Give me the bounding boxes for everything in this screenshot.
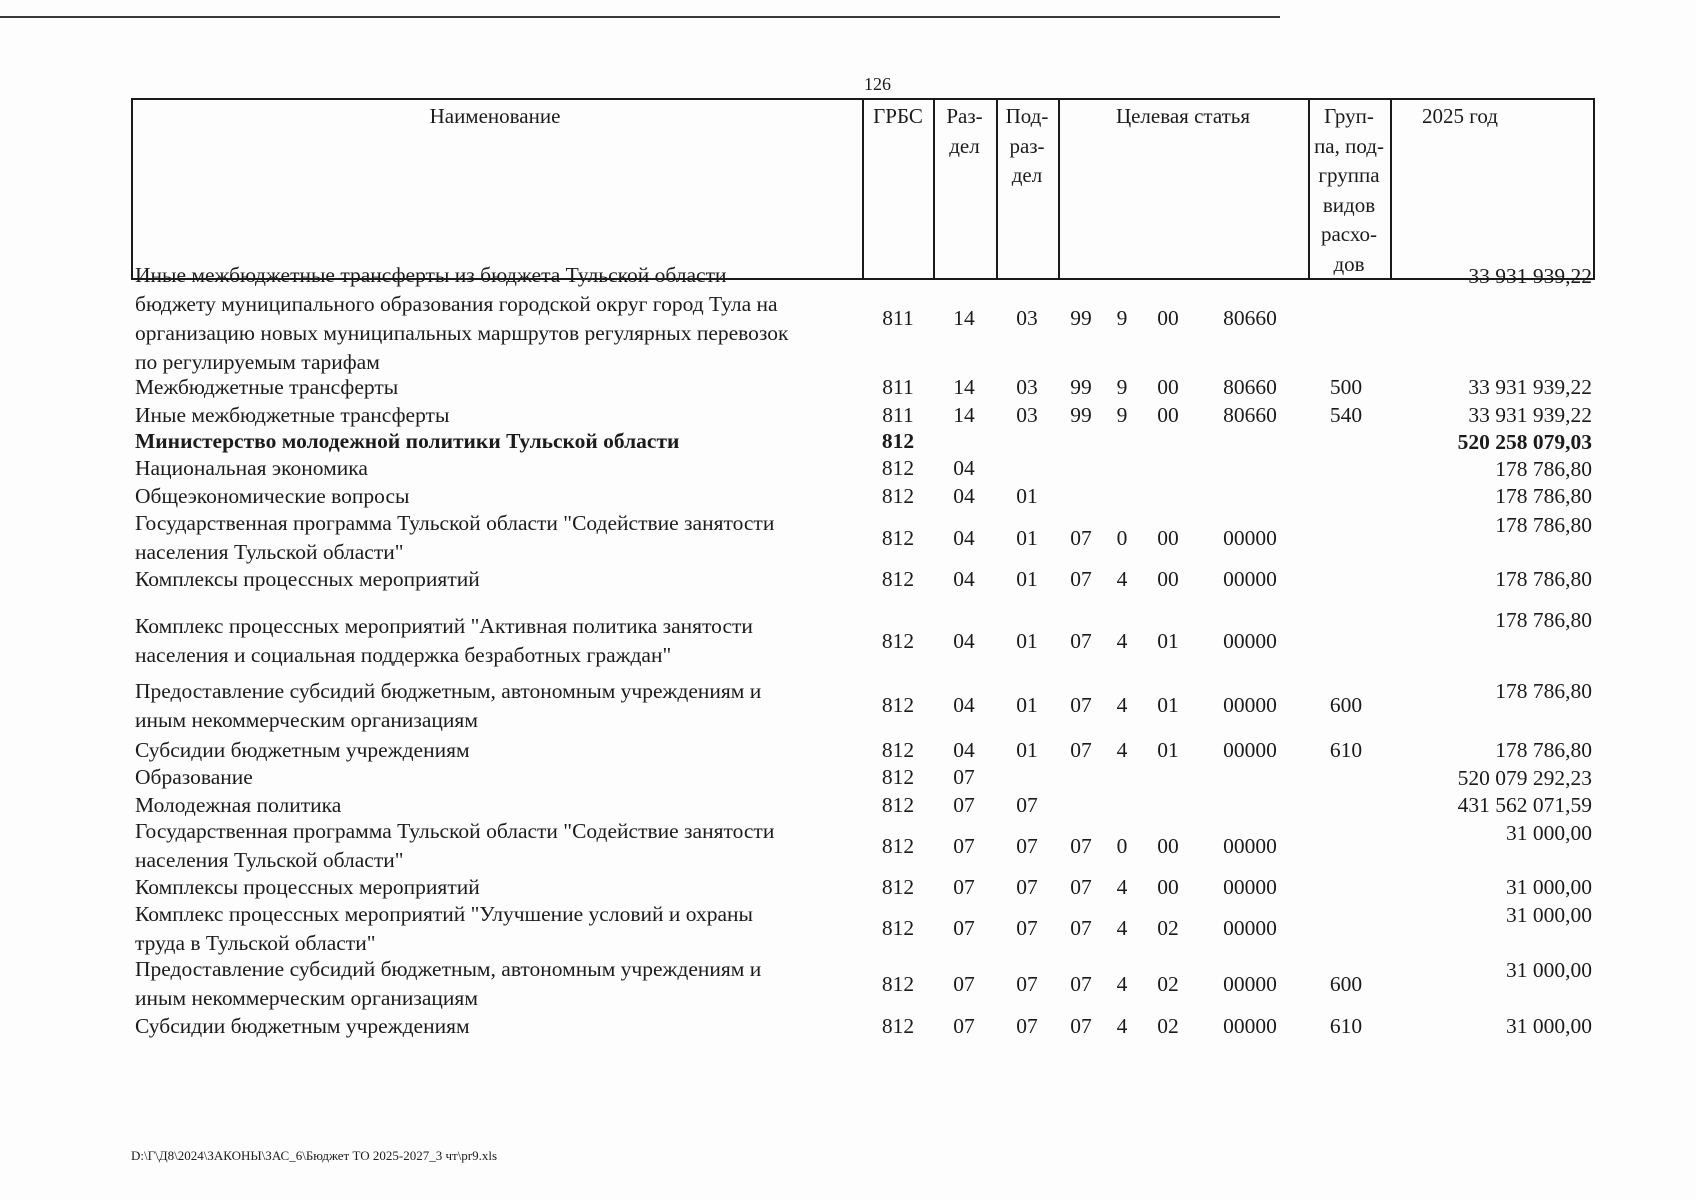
cell-cs1: 99 xyxy=(1070,374,1092,399)
row-name-line: иным некоммерческим организациям xyxy=(135,707,478,732)
cell-cs2: 4 xyxy=(1116,916,1128,940)
cell-group: 610 xyxy=(1329,737,1363,762)
cell-grbs: 812 xyxy=(881,567,915,591)
cell-group xyxy=(1305,791,1387,819)
cell-cs2: 9 xyxy=(1116,402,1128,427)
row-name-line: Комплексы процессных мероприятий xyxy=(135,874,480,899)
cell-cs3: 01 xyxy=(1157,737,1179,762)
cell-amount: 178 786,80 xyxy=(1495,513,1592,537)
cell-cs2 xyxy=(1104,764,1140,791)
cell-grbs: 812 xyxy=(881,484,915,508)
cell-razdel xyxy=(933,428,995,455)
cell-group xyxy=(1305,565,1387,594)
row-name-line: Государственная программа Тульской области "Содействие занятости xyxy=(135,819,775,843)
cell-cs3 xyxy=(1140,764,1196,791)
cell-cs1: 07 xyxy=(1070,916,1092,940)
cell-amount: 178 786,80 xyxy=(1495,567,1592,591)
cell-cs4 xyxy=(1200,428,1300,455)
cell-grbs: 811 xyxy=(882,374,914,399)
cell-cs1 xyxy=(1058,482,1104,511)
table-row xyxy=(0,791,1696,819)
table-row xyxy=(0,736,1696,764)
row-name-line: по регулируемым тарифам xyxy=(135,349,380,374)
row-name xyxy=(135,819,855,873)
row-name xyxy=(135,956,855,1012)
header-podrazdel xyxy=(996,102,1058,191)
table-row xyxy=(0,819,1696,873)
header-group-line: видов xyxy=(1322,192,1376,217)
cell-cs1: 07 xyxy=(1070,971,1092,996)
cell-cs3: 02 xyxy=(1157,971,1179,996)
row-name-line: иным некоммерческим организациям xyxy=(135,986,478,1010)
table-row xyxy=(0,455,1696,482)
cell-grbs: 812 xyxy=(881,628,915,653)
row-name xyxy=(135,401,855,429)
cell-cs1: 07 xyxy=(1070,833,1092,858)
cell-cs4: 00000 xyxy=(1223,737,1277,762)
cell-grbs: 811 xyxy=(882,306,914,330)
cell-cs3: 00 xyxy=(1157,402,1179,427)
cell-cs4 xyxy=(1200,455,1300,482)
cell-group xyxy=(1305,873,1387,901)
cell-amount: 33 931 939,22 xyxy=(1468,264,1592,288)
cell-grbs: 811 xyxy=(882,402,914,427)
cell-grbs: 812 xyxy=(881,737,915,762)
cell-razdel: 07 xyxy=(953,792,975,817)
cell-grbs: 812 xyxy=(881,765,915,789)
row-name-line: Предоставление субсидий бюджетным, автономным учреждениям и xyxy=(135,957,762,981)
cell-group: 610 xyxy=(1329,1013,1363,1038)
header-group-line: па, под- xyxy=(1314,133,1384,158)
cell-amount: 431 562 071,59 xyxy=(1457,793,1592,817)
cell-podrazdel: 03 xyxy=(1016,374,1038,399)
header-razdel-line: Раз- xyxy=(946,104,983,128)
cell-podrazdel: 01 xyxy=(1016,737,1038,762)
cell-razdel: 14 xyxy=(953,402,975,427)
cell-cs3: 00 xyxy=(1157,833,1179,858)
cell-group xyxy=(1305,606,1387,676)
cell-cs1 xyxy=(1058,791,1104,819)
cell-group xyxy=(1305,262,1387,375)
cell-amount: 33 931 939,22 xyxy=(1468,375,1592,399)
header-razdel xyxy=(933,102,996,161)
cell-podrazdel: 07 xyxy=(1016,874,1038,899)
cell-cs1 xyxy=(1058,455,1104,482)
row-name xyxy=(135,1012,855,1040)
cell-cs4: 80660 xyxy=(1223,374,1277,399)
table-row xyxy=(0,606,1696,676)
cell-razdel: 04 xyxy=(953,567,975,591)
cell-podrazdel: 01 xyxy=(1016,693,1038,717)
cell-amount: 31 000,00 xyxy=(1506,1014,1592,1038)
cell-podrazdel xyxy=(996,428,1058,455)
cell-cs2 xyxy=(1104,482,1140,511)
row-name-line: населения Тульской области" xyxy=(135,848,404,872)
header-name xyxy=(135,102,855,132)
table-row xyxy=(0,901,1696,956)
cell-group xyxy=(1305,764,1387,791)
cell-cs3 xyxy=(1140,455,1196,482)
cell-grbs: 812 xyxy=(881,1013,915,1038)
cell-cs1 xyxy=(1058,428,1104,455)
table-row xyxy=(0,764,1696,791)
cell-amount: 31 000,00 xyxy=(1506,821,1592,845)
cell-cs1: 07 xyxy=(1070,737,1092,762)
cell-cs1: 99 xyxy=(1070,306,1092,330)
cell-amount: 31 000,00 xyxy=(1506,903,1592,927)
row-name-line: Иные межбюджетные трансферты xyxy=(135,402,450,427)
cell-razdel: 07 xyxy=(953,833,975,858)
row-name-line: организацию новых муниципальных маршрутов регулярных перевозок xyxy=(135,320,789,345)
cell-cs1: 07 xyxy=(1070,525,1092,550)
cell-cs3: 00 xyxy=(1157,874,1179,899)
row-name xyxy=(135,873,855,901)
row-name-line: Образование xyxy=(135,765,253,789)
row-name-line: Комплекс процессных мероприятий "Активная политика занятости xyxy=(135,614,753,638)
cell-cs3: 02 xyxy=(1157,1013,1179,1038)
table-row xyxy=(0,677,1696,734)
row-name-line: Комплекс процессных мероприятий "Улучшение условий и охраны xyxy=(135,901,753,926)
cell-cs3: 01 xyxy=(1157,693,1179,717)
header-group-line: группа xyxy=(1318,163,1380,187)
cell-group: 600 xyxy=(1329,693,1363,717)
cell-cs2: 0 xyxy=(1116,833,1128,858)
cell-podrazdel: 01 xyxy=(1016,567,1038,591)
cell-grbs: 812 xyxy=(881,874,915,899)
cell-razdel: 07 xyxy=(953,916,975,940)
row-name-line: бюджету муниципального образования городской округ город Тула на xyxy=(135,291,778,316)
table-row xyxy=(0,373,1696,401)
cell-cs4: 80660 xyxy=(1223,306,1277,330)
cell-group: 500 xyxy=(1329,374,1363,399)
cell-cs2: 4 xyxy=(1116,693,1128,717)
cell-cs2 xyxy=(1104,455,1140,482)
header-group-line: дов xyxy=(1333,251,1365,276)
header-podrazdel-line: дел xyxy=(1011,163,1043,187)
cell-razdel: 04 xyxy=(953,737,975,762)
page-number: 126 xyxy=(864,74,891,94)
cell-podrazdel: 07 xyxy=(1016,916,1038,940)
row-name xyxy=(135,482,855,511)
cell-razdel: 07 xyxy=(953,874,975,899)
cell-cs1: 07 xyxy=(1070,1013,1092,1038)
cell-grbs: 812 xyxy=(881,916,915,940)
cell-razdel: 14 xyxy=(953,306,975,330)
cell-razdel: 04 xyxy=(953,525,975,550)
cell-grbs: 812 xyxy=(881,693,915,717)
cell-cs2: 4 xyxy=(1116,567,1128,591)
cell-grbs: 812 xyxy=(881,971,915,996)
cell-podrazdel: 03 xyxy=(1016,402,1038,427)
row-name xyxy=(135,565,855,594)
cell-razdel: 04 xyxy=(953,628,975,653)
cell-cs2: 0 xyxy=(1116,525,1128,550)
table-row xyxy=(0,511,1696,565)
cell-cs1: 07 xyxy=(1070,567,1092,591)
cell-amount: 520 258 079,03 xyxy=(1457,430,1592,454)
cell-podrazdel xyxy=(996,764,1058,791)
cell-cs1 xyxy=(1058,764,1104,791)
cell-cs1: 99 xyxy=(1070,402,1092,427)
row-name xyxy=(135,455,855,482)
row-name-line: Национальная экономика xyxy=(135,456,368,480)
cell-cs2: 9 xyxy=(1116,374,1128,399)
row-name xyxy=(135,736,855,764)
table-row xyxy=(0,1012,1696,1040)
cell-amount: 520 079 292,23 xyxy=(1457,766,1592,790)
cell-cs3: 01 xyxy=(1157,628,1179,653)
cell-grbs: 812 xyxy=(881,456,915,480)
cell-cs4 xyxy=(1200,764,1300,791)
row-name-line: населения и социальная поддержка безработных граждан" xyxy=(135,643,672,667)
cell-cs4: 00000 xyxy=(1223,833,1277,858)
cell-group: 600 xyxy=(1329,971,1363,996)
table-row xyxy=(0,873,1696,901)
table-row xyxy=(0,565,1696,594)
cell-podrazdel: 01 xyxy=(1016,484,1038,508)
row-name xyxy=(135,677,855,734)
row-name xyxy=(135,262,855,375)
cell-cs4: 00000 xyxy=(1223,693,1277,717)
header-grbs xyxy=(862,102,934,132)
cell-razdel: 07 xyxy=(953,971,975,996)
row-name-line: Предоставление субсидий бюджетным, автономным учреждениям и xyxy=(135,678,762,703)
cell-grbs: 812 xyxy=(881,429,915,453)
cell-group xyxy=(1305,511,1387,565)
cell-cs4: 00000 xyxy=(1223,874,1277,899)
row-name-line: Комплексы процессных мероприятий xyxy=(135,567,480,591)
cell-cs4: 00000 xyxy=(1223,628,1277,653)
row-name-line: Иные межбюджетные трансферты из бюджета Тульской области xyxy=(135,262,727,287)
header-target xyxy=(1058,102,1308,132)
cell-cs4 xyxy=(1200,482,1300,511)
row-name xyxy=(135,428,855,455)
cell-cs2: 4 xyxy=(1116,874,1128,899)
cell-group xyxy=(1305,482,1387,511)
cell-grbs: 812 xyxy=(881,525,915,550)
cell-grbs: 812 xyxy=(881,833,915,858)
cell-group xyxy=(1305,819,1387,873)
cell-cs3 xyxy=(1140,428,1196,455)
header-podrazdel-line: раз- xyxy=(1009,133,1045,158)
header-name-line: Наименование xyxy=(429,104,561,128)
header-group-line: Груп- xyxy=(1324,104,1374,128)
cell-podrazdel: 07 xyxy=(1016,1013,1038,1038)
cell-cs2 xyxy=(1104,428,1140,455)
cell-podrazdel: 01 xyxy=(1016,628,1038,653)
row-name-line: Государственная программа Тульской области "Содействие занятости xyxy=(135,511,775,535)
cell-amount: 33 931 939,22 xyxy=(1468,403,1592,427)
row-name-line: населения Тульской области" xyxy=(135,540,404,564)
cell-group: 540 xyxy=(1329,402,1363,427)
row-name-line: Межбюджетные трансферты xyxy=(135,374,399,399)
cell-cs3: 00 xyxy=(1157,525,1179,550)
cell-cs4: 00000 xyxy=(1223,916,1277,940)
cell-razdel: 07 xyxy=(953,765,975,789)
header-grbs-line: ГРБС xyxy=(873,104,923,128)
cell-cs4: 00000 xyxy=(1223,971,1277,996)
cell-cs2: 4 xyxy=(1116,971,1128,996)
cell-cs1: 07 xyxy=(1070,628,1092,653)
cell-podrazdel: 07 xyxy=(1016,833,1038,858)
table-row xyxy=(0,401,1696,429)
cell-amount: 178 786,80 xyxy=(1495,608,1592,632)
cell-podrazdel xyxy=(996,455,1058,482)
cell-cs1: 07 xyxy=(1070,693,1092,717)
table-row xyxy=(0,262,1696,375)
cell-cs3: 00 xyxy=(1157,567,1179,591)
cell-cs2: 4 xyxy=(1116,737,1128,762)
cell-cs2: 4 xyxy=(1116,628,1128,653)
cell-podrazdel: 07 xyxy=(1016,971,1038,996)
cell-cs3: 00 xyxy=(1157,306,1179,330)
cell-cs2: 9 xyxy=(1116,306,1128,330)
row-name-line: Министерство молодежной политики Тульской области xyxy=(135,429,680,453)
row-name xyxy=(135,606,855,676)
header-target-line: Целевая статья xyxy=(1115,104,1251,128)
cell-cs4: 00000 xyxy=(1223,525,1277,550)
cell-amount: 178 786,80 xyxy=(1495,738,1592,762)
header-podrazdel-line: Под- xyxy=(1005,104,1049,128)
cell-grbs: 812 xyxy=(881,792,915,817)
header-group xyxy=(1308,102,1390,279)
cell-amount: 178 786,80 xyxy=(1495,484,1592,508)
cell-cs3 xyxy=(1140,482,1196,511)
top-rule xyxy=(0,16,1280,18)
cell-amount: 31 000,00 xyxy=(1506,875,1592,899)
cell-group xyxy=(1305,428,1387,455)
cell-podrazdel: 01 xyxy=(1016,525,1038,550)
cell-cs4: 00000 xyxy=(1223,567,1277,591)
row-name xyxy=(135,764,855,791)
table-row xyxy=(0,428,1696,455)
cell-cs3: 02 xyxy=(1157,916,1179,940)
cell-razdel: 14 xyxy=(953,374,975,399)
header-year-line: 2025 год xyxy=(1422,104,1498,128)
footer-file-path: D:\Г\Д8\2024\ЗАКОНЫ\ЗАС_6\Бюджет ТО 2025-2027_3 чт\pr9.xls xyxy=(131,1148,498,1163)
cell-cs2 xyxy=(1104,791,1140,819)
cell-cs1: 07 xyxy=(1070,874,1092,899)
cell-razdel: 04 xyxy=(953,693,975,717)
cell-amount: 31 000,00 xyxy=(1506,958,1592,982)
cell-amount: 178 786,80 xyxy=(1495,457,1592,481)
cell-podrazdel: 07 xyxy=(1016,792,1038,817)
cell-podrazdel: 03 xyxy=(1016,306,1038,330)
cell-cs3 xyxy=(1140,791,1196,819)
cell-amount: 178 786,80 xyxy=(1495,679,1592,703)
row-name xyxy=(135,901,855,956)
cell-cs4: 80660 xyxy=(1223,402,1277,427)
row-name-line: Молодежная политика xyxy=(135,792,342,817)
row-name-line: Субсидии бюджетным учреждениям xyxy=(135,737,470,762)
cell-group xyxy=(1305,901,1387,956)
row-name-line: труда в Тульской области" xyxy=(135,930,376,955)
row-name xyxy=(135,373,855,401)
table-row xyxy=(0,956,1696,1012)
cell-cs2: 4 xyxy=(1116,1013,1128,1038)
header-group-line: расхо- xyxy=(1320,222,1378,246)
row-name xyxy=(135,511,855,565)
cell-group xyxy=(1305,455,1387,482)
cell-razdel: 07 xyxy=(953,1013,975,1038)
header-razdel-line: дел xyxy=(949,133,980,158)
cell-razdel: 04 xyxy=(953,484,975,508)
cell-razdel: 04 xyxy=(953,456,975,480)
row-name-line: Общеэкономические вопросы xyxy=(135,484,410,508)
header-year xyxy=(1390,102,1530,132)
table-row xyxy=(0,482,1696,511)
row-name-line: Субсидии бюджетным учреждениям xyxy=(135,1013,470,1038)
row-name xyxy=(135,791,855,819)
cell-cs3: 00 xyxy=(1157,374,1179,399)
cell-cs4: 00000 xyxy=(1223,1013,1277,1038)
cell-cs4 xyxy=(1200,791,1300,819)
